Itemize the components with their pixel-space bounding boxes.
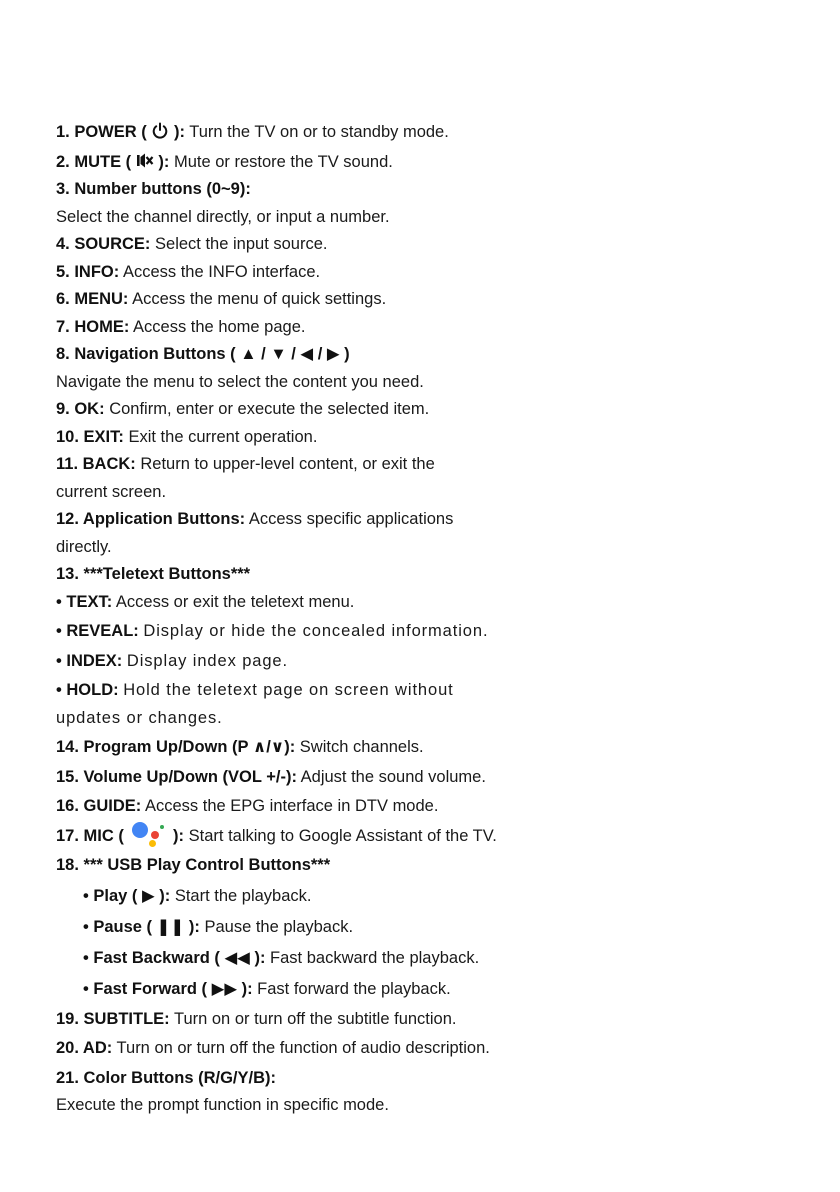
entry-label-end: ): (158, 152, 170, 171)
entry-desc: Access the menu of quick settings. (132, 290, 387, 308)
entry-desc: Start talking to Google Assistant of the TV. (188, 826, 497, 845)
mute-icon (136, 152, 154, 169)
entry-index (56, 648, 616, 676)
entry-label: 18. *** USB Play Control Buttons*** (56, 856, 331, 874)
entry-desc: Turn on or turn off the function of audio description. (116, 1039, 490, 1057)
entry-ok (56, 396, 616, 424)
google-assistant-icon (128, 821, 168, 847)
entry-label-end: ): (173, 826, 185, 845)
entry-label: • Fast Backward ( ◀◀ ): (83, 949, 266, 967)
entry-navigation (56, 341, 616, 396)
entry-label: 14. Program Up/Down (P ∧/∨): (56, 738, 296, 756)
entry-info (56, 259, 616, 287)
entry-desc: Access specific applications (248, 510, 454, 528)
entry-label: 21. Color Buttons (R/G/Y/B): (56, 1068, 276, 1087)
entry-application-buttons (56, 506, 616, 561)
entry-desc: Turn on or turn off the subtitle function. (173, 1009, 457, 1028)
entry-label: 8. Navigation Buttons ( ▲ / ▼ / ◀ / ▶ ) (56, 345, 350, 363)
entry-desc: Fast forward the playback. (257, 980, 451, 998)
entry-label: • TEXT: (56, 592, 113, 611)
entry-label: 4. SOURCE: (56, 235, 151, 253)
entry-desc: Access or exit the teletext menu. (115, 592, 355, 611)
entry-label: 15. Volume Up/Down (VOL +/-): (56, 767, 297, 786)
entry-fast-forward (56, 976, 616, 1004)
entry-desc: Select the input source. (155, 235, 328, 253)
entry-label: 9. OK: (56, 400, 105, 418)
entry-label: • Play ( ▶ ): (83, 887, 171, 905)
entry-desc: Pause the playback. (204, 918, 354, 936)
entry-home (56, 314, 616, 342)
entry-play (56, 883, 616, 911)
entry-desc: Display index page. (126, 651, 288, 670)
entry-label-end: ): (173, 123, 185, 141)
entry-number-buttons (56, 176, 616, 231)
entry-desc: Mute or restore the TV sound. (173, 152, 393, 171)
entry-label: 16. GUIDE: (56, 797, 142, 815)
entry-volume (56, 764, 616, 792)
entry-label: 2. MUTE ( (56, 152, 132, 171)
entry-label: 1. POWER ( (56, 123, 147, 141)
entry-desc-cont: current screen. (56, 482, 167, 501)
entry-desc: Confirm, enter or execute the selected item. (109, 400, 430, 418)
entry-desc: Turn the TV on or to standby mode. (189, 123, 449, 141)
entry-subtitle (56, 1006, 616, 1034)
entry-desc-cont: updates or changes. (56, 708, 223, 727)
entry-text (56, 589, 616, 617)
entry-label: 19. SUBTITLE: (56, 1009, 170, 1028)
entry-label: • HOLD: (56, 681, 119, 699)
entry-label: 6. MENU: (56, 290, 129, 308)
entry-menu (56, 286, 616, 314)
entry-reveal (56, 618, 616, 646)
entry-label: • REVEAL: (56, 622, 139, 640)
entry-label: 7. HOME: (56, 317, 130, 336)
entry-exit (56, 424, 616, 452)
entry-label: 3. Number buttons (0~9): (56, 180, 251, 198)
entry-mic (56, 823, 616, 851)
entry-label: 12. Application Buttons: (56, 510, 246, 528)
entry-desc: Start the playback. (174, 887, 312, 905)
entry-desc: Switch channels. (299, 738, 424, 756)
entry-back (56, 451, 616, 506)
entry-desc: Display or hide the concealed information. (143, 622, 489, 640)
entry-desc: Access the INFO interface. (122, 262, 321, 281)
entry-desc: Navigate the menu to select the content you need. (56, 372, 424, 391)
entry-desc: Access the EPG interface in DTV mode. (144, 797, 439, 815)
entry-label: • Pause ( ❚❚ ): (83, 918, 200, 936)
entry-desc: Exit the current operation. (128, 427, 318, 446)
entry-label: 10. EXIT: (56, 427, 124, 446)
entry-desc: Access the home page. (133, 317, 306, 336)
entry-program (56, 734, 616, 762)
entry-guide (56, 793, 616, 821)
entry-desc: Fast backward the playback. (270, 949, 480, 967)
entry-color-buttons (56, 1065, 616, 1120)
remote-button-list (56, 119, 616, 1120)
entry-ad (56, 1035, 616, 1063)
entry-fast-backward (56, 945, 616, 973)
entry-label: 11. BACK: (56, 455, 136, 473)
entry-desc: Hold the teletext page on screen without (123, 681, 454, 699)
entry-desc-cont: directly. (56, 537, 112, 556)
entry-label: 20. AD: (56, 1039, 113, 1057)
entry-label: • INDEX: (56, 651, 123, 670)
entry-desc: Execute the prompt function in specific mode. (56, 1096, 389, 1114)
entry-desc: Return to upper-level content, or exit the (140, 455, 435, 473)
entry-usb-heading (56, 852, 616, 880)
entry-label: 13. ***Teletext Buttons*** (56, 565, 251, 583)
entry-label: 5. INFO: (56, 262, 120, 281)
entry-mute (56, 149, 616, 177)
entry-source (56, 231, 616, 259)
entry-hold (56, 677, 616, 732)
entry-power (56, 119, 616, 147)
entry-desc: Adjust the sound volume. (300, 767, 486, 786)
entry-label: • Fast Forward ( ▶▶ ): (83, 980, 253, 998)
entry-label: 17. MIC ( (56, 826, 124, 845)
power-icon (151, 122, 169, 140)
entry-teletext-heading (56, 561, 616, 589)
entry-pause (56, 914, 616, 942)
entry-desc: Select the channel directly, or input a number. (56, 207, 390, 226)
